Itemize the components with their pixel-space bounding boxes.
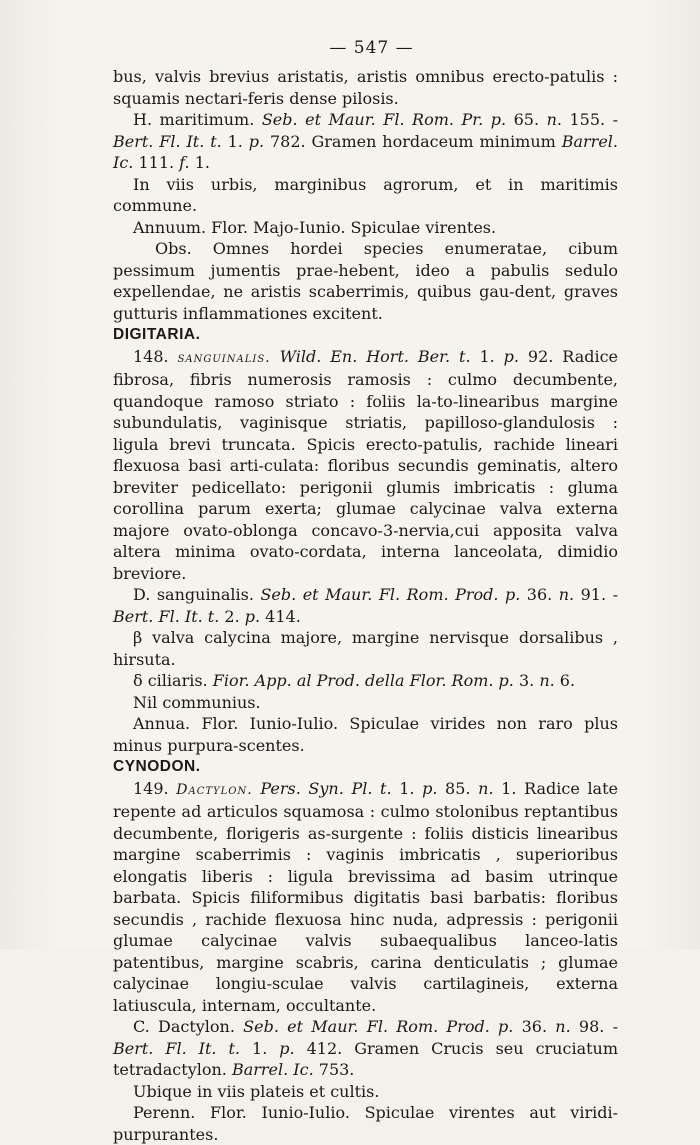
paragraph-hordeum-continued (113, 66, 618, 109)
text-segment: CYNODON. (113, 758, 201, 775)
text-segment (271, 347, 280, 366)
text-segment: p. (503, 346, 519, 366)
text-segment: δ ciliaris. (133, 671, 213, 690)
text-segment: 91. - (574, 585, 618, 604)
text-segment: n. (546, 110, 562, 129)
text-segment: 6. (554, 671, 576, 690)
text-segment: 148. (133, 346, 178, 366)
text-segment: Pers. Syn. Pl. t. (260, 778, 392, 798)
text-segment: 3. (513, 671, 540, 690)
text-segment: D. sanguinalis. (133, 585, 261, 604)
page-number: — 547 — (329, 38, 414, 58)
text-segment: Barrel. Ic. (113, 131, 618, 172)
text-segment: Seb. et Maur. Fl. Rom. Prod. p. (260, 585, 521, 604)
paragraph-d-sanguinalis-synonyms (113, 584, 618, 627)
text-segment: Seb. et Maur. Fl. Rom. Prod. p. (243, 1017, 514, 1036)
paragraph-variety-delta-ciliaris (113, 670, 618, 692)
text-segment: 36. (520, 585, 559, 604)
text-segment: 2. (219, 606, 245, 626)
text-segment: p. (279, 1038, 295, 1058)
text-segment: 65. (506, 110, 547, 129)
text-segment: DIGITARIA. (113, 326, 201, 343)
text-segment: 92. Radice fibrosa, fibris numerosis ramosis : culmo decumbente, quandoque ramoso striato : foliis la-to-linearibus margine subundulatis, vaginisque striatis, papilloso-glandulosis : ligula brevi truncata. Spicis erecto-patulis, rachide lineari flexuosa basi arti-culata: floribus secundis geminatis, altero breviter pedicellato: perigonii glumis imbricatis : gluma corollina parum exerta; glumae calycinae valva externa majore ovato-oblonga concavo-3-nervia,cui apposita valva altera minima ovato-cordata, interna lanceolata, dimidio breviore. (113, 346, 619, 583)
text-segment: 155. - (561, 110, 619, 129)
text-segment: 111. (133, 153, 180, 172)
text-segment: H. maritimum. (133, 110, 262, 129)
text-segment: p. (422, 778, 438, 798)
paragraph-h-maritimum-synonyms (113, 109, 618, 174)
text-segment: 753. (313, 1060, 355, 1079)
text-segment: Dactylon. (176, 781, 253, 798)
paragraph-c-dactylon-synonyms (113, 1016, 618, 1081)
paragraph-148-description (113, 346, 618, 585)
paragraph-149-description (113, 778, 618, 1017)
text-segment: n. (555, 1017, 571, 1036)
text-segment: bus, valvis brevius aristatis, aristis omnibus erecto-patulis : squamis nectari-feris dense pilosis. (113, 67, 618, 108)
text-segment: p. (244, 606, 261, 626)
text-segment: 98. - (570, 1017, 619, 1036)
text-segment: sanguinalis. (177, 349, 271, 366)
text-segment: n. (478, 778, 494, 798)
text-segment: β valva calycina majore, margine nervisque dorsalibus , hirsuta. (113, 628, 618, 669)
text-segment: 1. Radice late repente ad articulos squamosa : culmo stolonibus reptantibus decumbente, florigeris as-surgente : foliis disticis linearibus margine scaberrimis : vaginis imbricatis , superioribus elongatis liberis : ligula brevissima ad basim utrinque barbata. Spicis filiformibus digitatis basi barbatis: floribus secundis , rachide flexuosa hinc nuda, adpressis : perigonii glumae calycinae valvis subaequalibus lanceo-latis patentibus, margine scabris, carina denticulatis ; glumae calycinae longiu-sculae valvis cartilagineis, externa latiuscula, internam, occultante. (113, 778, 618, 1015)
text-segment: Perenn. Flor. Iunio-Iulio. Spiculae virentes aut viridi-purpurantes. (113, 1103, 618, 1144)
text-segment: Obs. Omnes hordei species enumeratae, cibum pessimum jumentis prae-hebent, ideo a pabulis sedulo expellendae, ne aristis scaberrimis, quibus gau-dent, graves gutturis inflammationes excitent. (113, 239, 618, 323)
text-segment: 1. (470, 346, 504, 366)
text-segment: Wild. En. Hort. Ber. t. (279, 346, 471, 366)
text-segment: 782. Gramen hordaceum minimum (264, 131, 562, 151)
text-segment: 1. (391, 778, 423, 798)
text-segment: n. (558, 585, 575, 604)
text-segment: Bert. Fl. It. t. (113, 606, 220, 626)
text-segment: Seb. et Maur. Fl. Rom. Pr. p. (261, 110, 507, 129)
text-segment: Annua. Flor. Iunio-Iulio. Spiculae virides non raro plus minus purpura-scentes. (113, 714, 618, 755)
text-segment: 414. (260, 606, 301, 626)
text-segment: Barrel. Ic. (231, 1060, 314, 1079)
paragraph-c-dactylon-phenology (113, 1102, 618, 1145)
paragraph-c-dactylon-habitat (113, 1081, 618, 1103)
text-segment: n. (539, 671, 555, 690)
text-segment: 149. (133, 778, 177, 798)
text-segment: Bert. Fl. It. t. (113, 1038, 241, 1058)
text-segment: Nil communius. (133, 692, 261, 712)
paragraph-d-sanguinalis-habitat (113, 692, 618, 714)
text-segment: Fior. App. al Prod. della Flor. Rom. p. (212, 671, 514, 690)
text-segment: Bert. Fl. It. t. (113, 131, 222, 151)
paragraph-d-sanguinalis-phenology (113, 713, 618, 756)
genus-heading-cynodon (113, 756, 618, 778)
text-segment: 412. Gramen Crucis seu cruciatum tetradactylon. (113, 1038, 619, 1079)
text-segment: f. (179, 153, 190, 172)
text-segment: 1. (189, 153, 210, 172)
paragraph-hordeum-observation (113, 238, 618, 324)
text-segment: C. Dactylon. (133, 1017, 244, 1036)
text-segment: 1. (221, 131, 249, 151)
text-segment: 85. (437, 778, 479, 798)
paragraph-variety-beta (113, 627, 618, 670)
text-segment: In viis urbis, marginibus agrorum, et in maritimis commune. (113, 174, 618, 215)
paragraph-h-maritimum-phenology (113, 217, 618, 239)
text-segment: Ubique in viis plateis et cultis. (133, 1081, 380, 1101)
text-segment: 1. (240, 1038, 280, 1058)
genus-heading-digitaria (113, 324, 618, 346)
text-segment: 36. (513, 1017, 556, 1036)
paragraph-h-maritimum-habitat (113, 174, 618, 217)
text-segment: Annuum. Flor. Majo-Iunio. Spiculae virentes. (133, 217, 497, 237)
text-segment: p. (248, 131, 265, 151)
